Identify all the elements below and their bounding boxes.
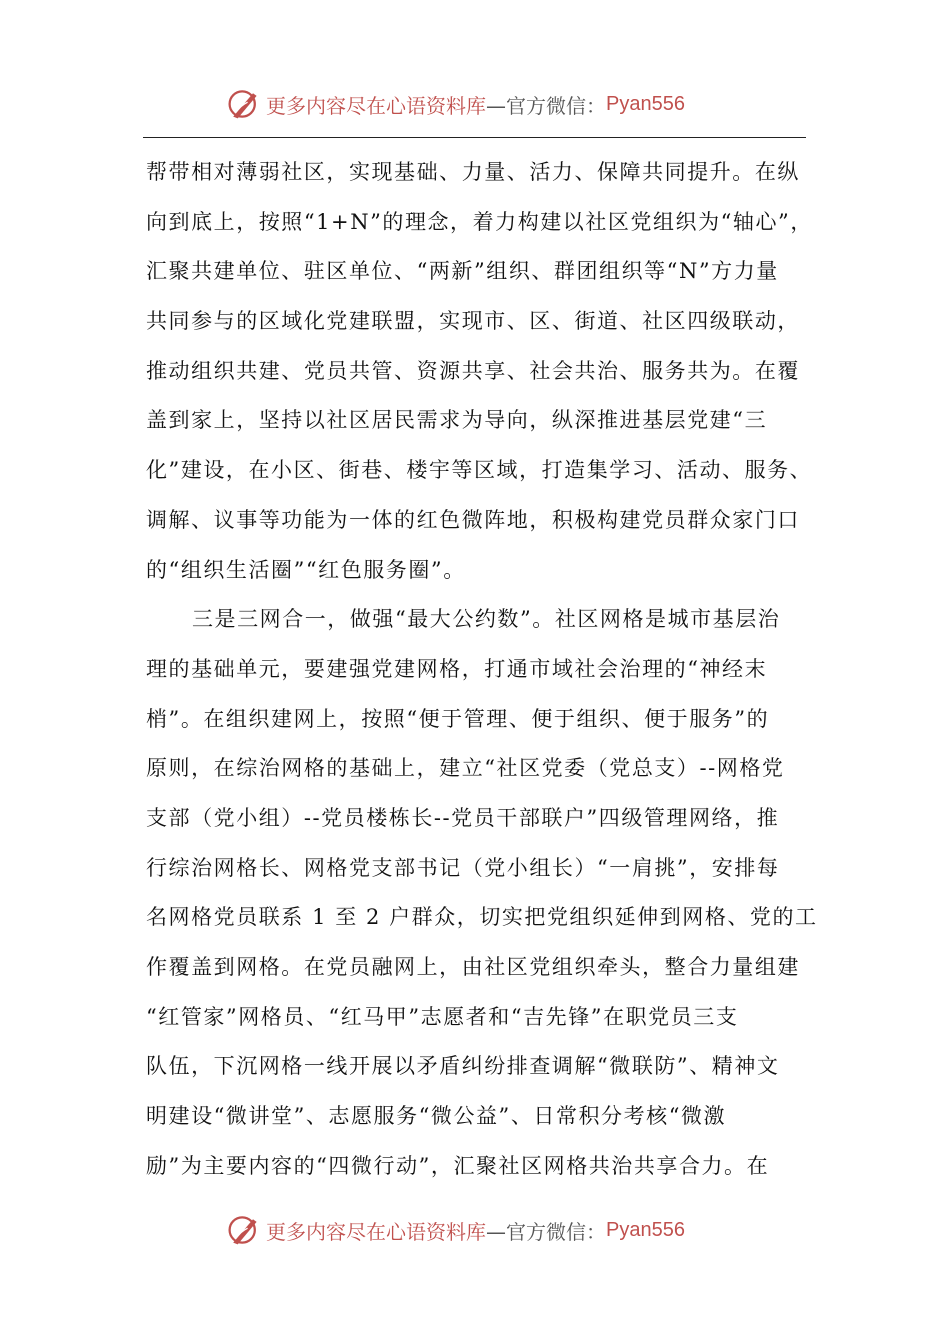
banner-wechat-label: —官方微信： [486,1219,606,1244]
document-body [146,148,826,1191]
text-line: 调解、议事等功能为一体的红色微阵地，积极构建党员群众家门口 [146,507,800,532]
text-line: 行综治网格长、网格党支部书记（党小组长）“一肩挑”，安排每 [146,855,780,880]
text-line: 向到底上，按照“1+N”的理念，着力构建以社区党组织为“轴心”， [146,209,813,234]
text-line: 共同参与的区域化党建联盟，实现市、区、街道、社区四级联动， [146,309,800,334]
footer-banner [226,1210,685,1250]
header-divider [143,137,806,138]
text-line: 梢”。在组织建网上，按照“便于管理、便于组织、便于服务”的 [146,706,770,731]
paragraph-start-line: 三是三网合一，做强“最大公约数”。社区网格是城市基层治 [192,607,781,632]
text-line: 励”为主要内容的“四微行动”，汇聚社区网格共治共享合力。在 [146,1153,770,1178]
text-line: 作覆盖到网格。在党员融网上，由社区党组织牵头，整合力量组建 [146,955,800,979]
text-line: 化”建设，在小区、街巷、楼宇等区域，打造集学习、活动、服务、 [146,458,813,483]
pen-logo-icon [226,86,262,122]
text-line: “红管家”网格员、“红马甲”志愿者和“吉先锋”在职党员三支 [146,1004,739,1029]
banner-wechat-label: —官方微信： [486,93,606,118]
header-banner [226,84,685,124]
text-line: 原则，在综治网格的基础上，建立“社区党委（党总支）--网格党 [146,756,785,781]
text-line: 明建设“微讲堂”、志愿服务“微公益”、日常积分考核“微激 [146,1104,727,1129]
text-line: 帮带相对薄弱社区，实现基础、力量、活力、保障共同提升。在纵 [146,160,800,184]
text-line: 名网格党员联系 1 至 2 户群众，切实把党组织延伸到网格、党的工 [146,905,818,930]
text-line: 队伍，下沉网格一线开展以矛盾纠纷排查调解“微联防”、精神文 [146,1054,780,1079]
text-line: 盖到家上，坚持以社区居民需求为导向，纵深推进基层党建“三 [146,408,768,433]
text-line: 支部（党小组）--党员楼栋长--党员干部联户”四级管理网络，推 [146,805,780,830]
text-line: 汇聚共建单位、驻区单位、“两新”组织、群团组织等“N”方力量 [146,259,779,284]
text-line: 推动组织共建、党员共管、资源共享、社会共治、服务共为。在覆 [146,358,800,383]
pen-logo-icon [226,1212,262,1248]
banner-title: 更多内容尽在心语资料库 [266,1219,486,1244]
banner-title: 更多内容尽在心语资料库 [266,93,486,118]
banner-wechat-id: Pyan556 [606,92,685,115]
banner-wechat-id: Pyan556 [606,1218,685,1241]
text-line: 的“组织生活圈”“红色服务圈”。 [146,557,466,582]
text-line: 理的基础单元，要建强党建网格，打通市域社会治理的“神经末 [146,656,768,681]
